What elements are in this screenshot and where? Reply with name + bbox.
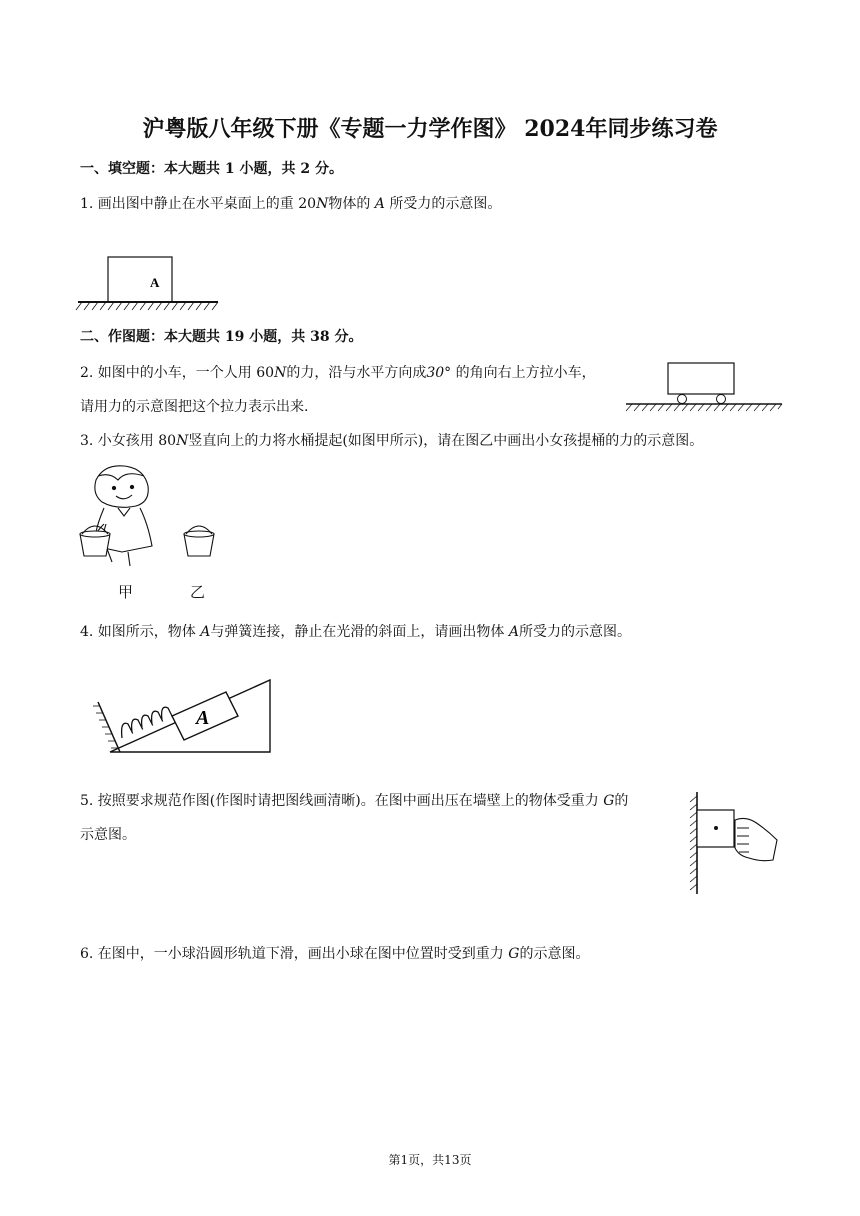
q3-text-pre: 3. 小女孩用 80 xyxy=(80,433,177,449)
block-a-label: A xyxy=(150,275,160,290)
q3-text-post: 竖直向上的力将水桶提起(如图甲所示)，请在图乙中画出小女孩提桶的力的示意图。 xyxy=(188,433,704,449)
question-2-line-1 xyxy=(80,362,596,382)
pushing-hand xyxy=(735,818,777,860)
block-a xyxy=(108,257,172,302)
q6-var: G xyxy=(508,946,520,962)
wall-hatch xyxy=(93,706,118,748)
q4-incline-figure xyxy=(90,672,280,762)
q4-text-mid: 与弹簧连接，静止在光滑的斜面上，请画出物体 xyxy=(210,624,509,640)
question-4 xyxy=(80,621,631,641)
question-5-line-1 xyxy=(80,790,628,810)
question-1 xyxy=(80,193,501,213)
q5-text-pre: 5. 按照要求规范作图(作图时请把图线画清晰)。在图中画出压在墙壁上的物体受重力 xyxy=(80,793,604,809)
q4-var-2: A xyxy=(508,624,519,640)
q6-text-pre: 6. 在图中，一小球沿圆形轨道下滑，画出小球在图中位置时受到重力 xyxy=(80,946,509,962)
question-5-line-2: 示意图。 xyxy=(80,827,136,843)
block-a-incline-label: A xyxy=(196,707,210,729)
vertical-wall-hatch xyxy=(690,796,697,890)
bucket-empty xyxy=(184,526,214,556)
cart-wheel-left xyxy=(678,395,687,404)
q5-var: G xyxy=(603,793,615,809)
cart-body xyxy=(668,363,734,394)
block-center-dot xyxy=(714,826,718,830)
q4-var: A xyxy=(200,624,211,640)
label-jia: 甲 xyxy=(118,583,134,601)
ground-hatch xyxy=(626,404,782,411)
cart-wheel-right xyxy=(717,395,726,404)
q2-cart-figure xyxy=(624,360,784,416)
q2-unit: N xyxy=(274,365,287,381)
table-hatch xyxy=(76,302,218,310)
page-title: 沪粤版八年级下册《专题一力学作图》 2024年同步练习卷 xyxy=(142,116,718,142)
q1-text-post: 所受力的示意图。 xyxy=(384,196,502,212)
q1-text-pre: 1. 画出图中静止在水平桌面上的重 20 xyxy=(80,196,317,212)
question-6 xyxy=(80,943,589,963)
q5-wall-block-figure xyxy=(685,790,785,900)
section-fill-heading: 一、填空题：本大题共 1 小题，共 2 分。 xyxy=(80,161,343,177)
q3-girl-bucket-figure xyxy=(74,462,234,572)
q1-var: A xyxy=(374,196,385,212)
q2-text-mid: 的力，沿与水平方向成 xyxy=(286,365,427,381)
question-2-line-2: 请用力的示意图把这个拉力表示出来. xyxy=(80,399,309,415)
q2-text-pre: 2. 如图中的小车，一个人用 60 xyxy=(80,365,275,381)
q3-unit: N xyxy=(176,433,189,449)
q4-text-post: 所受力的示意图。 xyxy=(518,624,631,640)
q1-figure xyxy=(74,252,224,314)
question-3 xyxy=(80,430,703,450)
page-footer: 第1页，共13页 xyxy=(388,1153,472,1167)
q1-text-mid: 物体的 xyxy=(328,196,375,212)
section-draw-heading: 二、作图题：本大题共 19 小题，共 38 分。 xyxy=(80,329,363,345)
q6-text-post: 的示意图。 xyxy=(519,946,590,962)
q2-text-post: 的角向右上方拉小车， xyxy=(451,365,596,381)
q5-text-post: 的 xyxy=(614,793,629,809)
q4-text-pre: 4. 如图所示，物体 xyxy=(80,624,201,640)
label-yi: 乙 xyxy=(190,583,206,601)
q2-angle: 30° xyxy=(426,365,452,381)
q1-unit: N xyxy=(316,196,329,212)
bucket-held xyxy=(80,526,110,556)
